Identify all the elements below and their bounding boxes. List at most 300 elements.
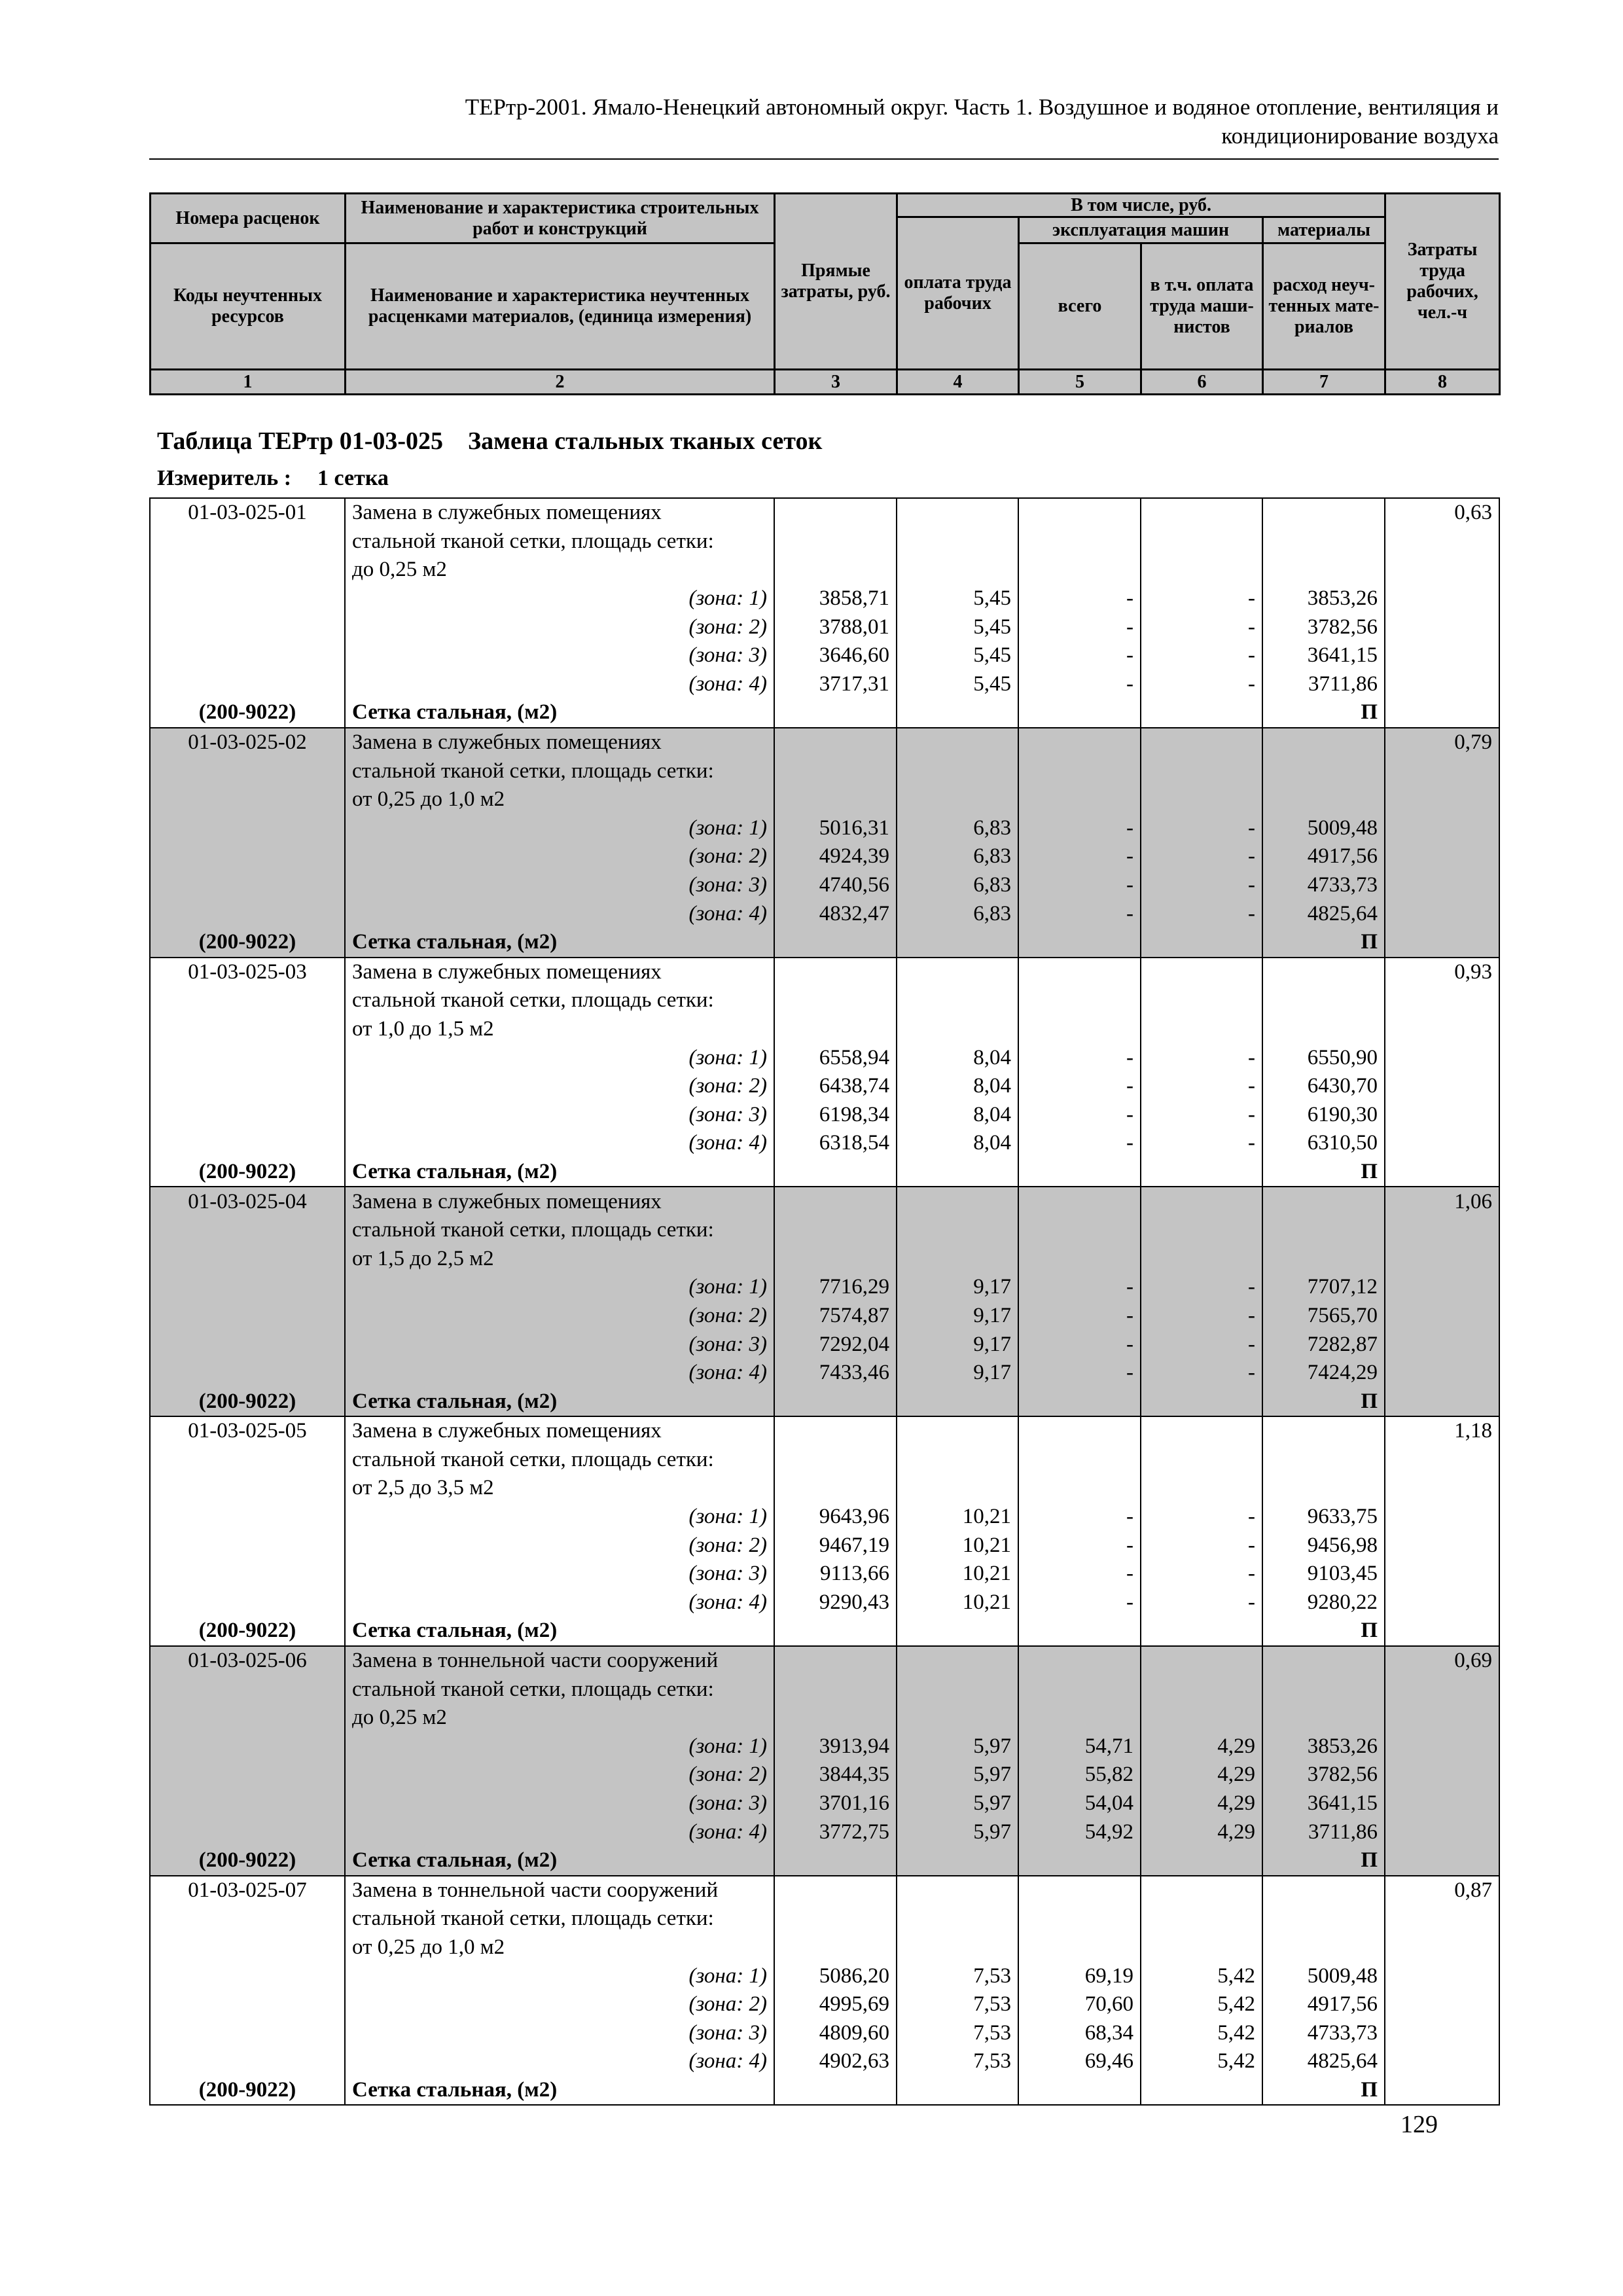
rate-code-cell xyxy=(150,1302,345,1331)
labor-cell xyxy=(1385,1244,1499,1273)
value-cell xyxy=(1018,528,1141,556)
rate-code-cell xyxy=(150,641,345,670)
direct-cost: 6318,54 xyxy=(774,1129,897,1158)
zone-label: (зона: 3) xyxy=(345,1560,774,1588)
material-cost: 7565,70 xyxy=(1262,1302,1385,1331)
rate-description-line: от 1,0 до 1,5 м2 xyxy=(345,1015,774,1044)
value-cell xyxy=(1018,928,1141,958)
machine-cost: 54,04 xyxy=(1018,1789,1141,1818)
material-cost: 3641,15 xyxy=(1262,641,1385,670)
labor-cell xyxy=(1385,1761,1499,1789)
material-cost: 4825,64 xyxy=(1262,899,1385,928)
labor-cell xyxy=(1385,1675,1499,1704)
zone-label: (зона: 2) xyxy=(345,1302,774,1331)
value-cell xyxy=(1141,1015,1262,1044)
rate-description-line: стальной тканой сетки, площадь сетки: xyxy=(345,1216,774,1245)
material-cost: 9103,45 xyxy=(1262,1560,1385,1588)
resource-code: (200-9022) xyxy=(150,928,345,958)
rate-code-cell xyxy=(150,1588,345,1617)
zone-label: (зона: 2) xyxy=(345,1531,774,1560)
labor-cell xyxy=(1385,928,1499,958)
value-cell xyxy=(1262,1704,1385,1732)
resource-name: Сетка стальная, (м2) xyxy=(345,2076,774,2106)
labor-cell xyxy=(1385,528,1499,556)
value-cell xyxy=(1141,698,1262,728)
value-cell xyxy=(1018,1704,1141,1732)
machine-cost: - xyxy=(1018,1072,1141,1101)
rate-desc-row xyxy=(150,1216,1499,1245)
zone-row xyxy=(150,1273,1499,1302)
labor-cell xyxy=(1385,1933,1499,1962)
rate-code-cell xyxy=(150,1474,345,1503)
zone-row xyxy=(150,1962,1499,1990)
zone-label: (зона: 2) xyxy=(345,613,774,641)
worker-wage: 9,17 xyxy=(897,1359,1018,1388)
worker-wage: 10,21 xyxy=(897,1588,1018,1617)
machinist-wage: - xyxy=(1141,1273,1262,1302)
header-num-2: 2 xyxy=(346,370,775,395)
value-cell xyxy=(897,928,1018,958)
material-cost: 5009,48 xyxy=(1262,814,1385,843)
value-cell xyxy=(1141,1646,1262,1676)
labor-cell xyxy=(1385,2047,1499,2076)
material-cost: 5009,48 xyxy=(1262,1962,1385,1990)
labor-cell xyxy=(1385,1905,1499,1933)
value-cell xyxy=(1018,1158,1141,1187)
value-cell xyxy=(774,556,897,584)
value-cell xyxy=(1141,986,1262,1015)
value-cell xyxy=(1018,1446,1141,1475)
machinist-wage: - xyxy=(1141,1302,1262,1331)
value-cell xyxy=(1141,498,1262,528)
labor-cell xyxy=(1385,785,1499,814)
labor-cell xyxy=(1385,814,1499,843)
resource-flag: П xyxy=(1262,1158,1385,1187)
machinist-wage: - xyxy=(1141,1043,1262,1072)
zone-label: (зона: 3) xyxy=(345,1100,774,1129)
zone-row xyxy=(150,1100,1499,1129)
worker-wage: 10,21 xyxy=(897,1503,1018,1532)
rate-code: 01-03-025-05 xyxy=(150,1416,345,1446)
rate-code: 01-03-025-02 xyxy=(150,728,345,757)
machinist-wage: - xyxy=(1141,1560,1262,1588)
value-cell xyxy=(1018,757,1141,785)
header-naim2: Наименование и характеристика неучтенных расценками материалов, (единица измерения) xyxy=(346,243,775,370)
value-cell xyxy=(897,1216,1018,1245)
value-cell xyxy=(897,556,1018,584)
value-cell xyxy=(1141,556,1262,584)
header-num-6: 6 xyxy=(1141,370,1263,395)
machinist-wage: - xyxy=(1141,613,1262,641)
value-cell xyxy=(1141,958,1262,987)
header-oplata: оплата труда рабочих xyxy=(897,217,1019,370)
header-kody: Коды неучтенных ресурсов xyxy=(151,243,346,370)
machinist-wage: - xyxy=(1141,1100,1262,1129)
direct-cost: 6198,34 xyxy=(774,1100,897,1129)
worker-wage: 6,83 xyxy=(897,871,1018,900)
value-cell xyxy=(1141,1704,1262,1732)
material-cost: 6310,50 xyxy=(1262,1129,1385,1158)
material-cost: 7424,29 xyxy=(1262,1359,1385,1388)
rate-desc-row xyxy=(150,757,1499,785)
labor-cell xyxy=(1385,1560,1499,1588)
worker-wage: 8,04 xyxy=(897,1072,1018,1101)
labor-cell xyxy=(1385,2018,1499,2047)
labor-cell xyxy=(1385,757,1499,785)
zone-row xyxy=(150,1531,1499,1560)
value-cell xyxy=(774,958,897,987)
rate-description-line: стальной тканой сетки, площадь сетки: xyxy=(345,1446,774,1475)
material-cost: 7707,12 xyxy=(1262,1273,1385,1302)
value-cell xyxy=(774,698,897,728)
labor-cell xyxy=(1385,1100,1499,1129)
rate-code: 01-03-025-01 xyxy=(150,498,345,528)
resource-name: Сетка стальная, (м2) xyxy=(345,1846,774,1876)
rate-code-cell xyxy=(150,1789,345,1818)
labor-cell xyxy=(1385,584,1499,613)
worker-wage: 5,45 xyxy=(897,584,1018,613)
header-num-3: 3 xyxy=(775,370,897,395)
labor-cell xyxy=(1385,1359,1499,1388)
worker-wage: 6,83 xyxy=(897,814,1018,843)
rate-description-line: Замена в служебных помещениях xyxy=(345,498,774,528)
resource-code: (200-9022) xyxy=(150,1387,345,1416)
zone-row xyxy=(150,1330,1499,1359)
value-cell xyxy=(897,1158,1018,1187)
machinist-wage: - xyxy=(1141,584,1262,613)
labor-cost: 1,18 xyxy=(1385,1416,1499,1446)
value-cell xyxy=(774,757,897,785)
material-cost: 3711,86 xyxy=(1262,1818,1385,1846)
machinist-wage: - xyxy=(1141,842,1262,871)
rate-code-cell xyxy=(150,1244,345,1273)
value-cell xyxy=(1018,1617,1141,1646)
value-cell xyxy=(774,928,897,958)
rate-desc-row xyxy=(150,1704,1499,1732)
value-cell xyxy=(1262,556,1385,584)
value-cell xyxy=(1018,728,1141,757)
resource-row xyxy=(150,1387,1499,1416)
value-cell xyxy=(1141,1617,1262,1646)
labor-cost: 0,69 xyxy=(1385,1646,1499,1676)
labor-cell xyxy=(1385,1704,1499,1732)
machine-cost: 54,71 xyxy=(1018,1732,1141,1761)
machinist-wage: - xyxy=(1141,1531,1262,1560)
rate-description-line: от 1,5 до 2,5 м2 xyxy=(345,1244,774,1273)
machine-cost: - xyxy=(1018,641,1141,670)
value-cell xyxy=(897,1876,1018,1905)
rate-code-cell xyxy=(150,814,345,843)
resource-flag: П xyxy=(1262,928,1385,958)
material-cost: 3711,86 xyxy=(1262,670,1385,699)
rate-desc-row xyxy=(150,986,1499,1015)
rate-desc-row xyxy=(150,958,1499,987)
direct-cost: 3913,94 xyxy=(774,1732,897,1761)
machinist-wage: 5,42 xyxy=(1141,1962,1262,1990)
value-cell xyxy=(774,1187,897,1216)
labor-cell xyxy=(1385,1158,1499,1187)
resource-flag: П xyxy=(1262,698,1385,728)
rate-description-line: стальной тканой сетки, площадь сетки: xyxy=(345,757,774,785)
rate-code-cell xyxy=(150,1446,345,1475)
value-cell xyxy=(774,1474,897,1503)
machine-cost: - xyxy=(1018,899,1141,928)
material-cost: 6190,30 xyxy=(1262,1100,1385,1129)
header-naim1: Наименование и характеристика строительных работ и конструкций xyxy=(346,194,775,243)
labor-cell xyxy=(1385,1531,1499,1560)
zone-row xyxy=(150,584,1499,613)
value-cell xyxy=(1262,1446,1385,1475)
rate-desc-row xyxy=(150,1187,1499,1216)
worker-wage: 5,45 xyxy=(897,641,1018,670)
zone-label: (зона: 1) xyxy=(345,814,774,843)
machine-cost: - xyxy=(1018,613,1141,641)
rate-description-line: стальной тканой сетки, площадь сетки: xyxy=(345,528,774,556)
resource-name: Сетка стальная, (м2) xyxy=(345,1617,774,1646)
zone-row xyxy=(150,1503,1499,1532)
labor-cell xyxy=(1385,2076,1499,2106)
machinist-wage: - xyxy=(1141,1503,1262,1532)
direct-cost: 3701,16 xyxy=(774,1789,897,1818)
labor-cell xyxy=(1385,1216,1499,1245)
worker-wage: 5,97 xyxy=(897,1789,1018,1818)
rate-desc-row xyxy=(150,728,1499,757)
header-v-tom-chisle: В том числе, руб. xyxy=(897,194,1385,217)
zone-label: (зона: 1) xyxy=(345,1732,774,1761)
worker-wage: 7,53 xyxy=(897,1962,1018,1990)
value-cell xyxy=(1018,698,1141,728)
rate-code-cell xyxy=(150,1216,345,1245)
material-cost: 3782,56 xyxy=(1262,613,1385,641)
direct-cost: 6438,74 xyxy=(774,1072,897,1101)
resource-flag: П xyxy=(1262,1387,1385,1416)
value-cell xyxy=(1141,1905,1262,1933)
rate-code-cell xyxy=(150,584,345,613)
material-cost: 3641,15 xyxy=(1262,1789,1385,1818)
value-cell xyxy=(1262,728,1385,757)
material-cost: 3853,26 xyxy=(1262,584,1385,613)
direct-cost: 6558,94 xyxy=(774,1043,897,1072)
value-cell xyxy=(1018,556,1141,584)
resource-name: Сетка стальная, (м2) xyxy=(345,928,774,958)
rate-desc-row xyxy=(150,1646,1499,1676)
machine-cost: - xyxy=(1018,1531,1141,1560)
value-cell xyxy=(774,1704,897,1732)
zone-label: (зона: 3) xyxy=(345,641,774,670)
labor-cell xyxy=(1385,1302,1499,1331)
value-cell xyxy=(774,785,897,814)
value-cell xyxy=(1018,1646,1141,1676)
zone-row xyxy=(150,2018,1499,2047)
zone-row xyxy=(150,670,1499,699)
header-rule xyxy=(149,158,1499,160)
material-cost: 4917,56 xyxy=(1262,842,1385,871)
value-cell xyxy=(1018,1474,1141,1503)
value-cell xyxy=(1141,1416,1262,1446)
material-cost: 9280,22 xyxy=(1262,1588,1385,1617)
resource-name: Сетка стальная, (м2) xyxy=(345,698,774,728)
direct-cost: 3717,31 xyxy=(774,670,897,699)
zone-label: (зона: 4) xyxy=(345,899,774,928)
machine-cost: - xyxy=(1018,1273,1141,1302)
rate-code: 01-03-025-04 xyxy=(150,1187,345,1216)
machine-cost: - xyxy=(1018,584,1141,613)
value-cell xyxy=(1018,498,1141,528)
value-cell xyxy=(1262,1187,1385,1216)
value-cell xyxy=(1262,528,1385,556)
worker-wage: 6,83 xyxy=(897,899,1018,928)
labor-cell xyxy=(1385,1588,1499,1617)
material-cost: 6430,70 xyxy=(1262,1072,1385,1101)
value-cell xyxy=(1141,1387,1262,1416)
rate-description-line: от 0,25 до 1,0 м2 xyxy=(345,1933,774,1962)
zone-label: (зона: 2) xyxy=(345,1072,774,1101)
machinist-wage: - xyxy=(1141,1072,1262,1101)
zone-row xyxy=(150,1302,1499,1331)
value-cell xyxy=(1262,1474,1385,1503)
resource-code: (200-9022) xyxy=(150,1158,345,1187)
machinist-wage: - xyxy=(1141,1330,1262,1359)
rate-description-line: до 0,25 м2 xyxy=(345,556,774,584)
zone-label: (зона: 2) xyxy=(345,1990,774,2019)
machine-cost: - xyxy=(1018,842,1141,871)
value-cell xyxy=(1018,1905,1141,1933)
labor-cell xyxy=(1385,1503,1499,1532)
header-num-7: 7 xyxy=(1263,370,1385,395)
material-cost: 3853,26 xyxy=(1262,1732,1385,1761)
worker-wage: 6,83 xyxy=(897,842,1018,871)
resource-row xyxy=(150,928,1499,958)
value-cell xyxy=(897,958,1018,987)
zone-label: (зона: 3) xyxy=(345,871,774,900)
value-cell xyxy=(1262,958,1385,987)
rate-description-line: Замена в служебных помещениях xyxy=(345,958,774,987)
measure-value: 1 сетка xyxy=(317,466,389,490)
value-cell xyxy=(897,1933,1018,1962)
value-cell xyxy=(897,1846,1018,1876)
labor-cell xyxy=(1385,1732,1499,1761)
zone-row xyxy=(150,1990,1499,2019)
value-cell xyxy=(1141,528,1262,556)
header-materialy: материалы xyxy=(1263,217,1385,243)
zone-row xyxy=(150,1818,1499,1846)
value-cell xyxy=(1141,1244,1262,1273)
labor-cell xyxy=(1385,1015,1499,1044)
running-header-line2: кондиционирование воздуха xyxy=(1221,123,1499,149)
value-cell xyxy=(1262,986,1385,1015)
value-cell xyxy=(897,1675,1018,1704)
value-cell xyxy=(1141,1933,1262,1962)
material-cost: 4917,56 xyxy=(1262,1990,1385,2019)
rate-code-cell xyxy=(150,1560,345,1588)
labor-cell xyxy=(1385,1818,1499,1846)
value-cell xyxy=(774,1446,897,1475)
running-header-line1: ТЕРтр-2001. Ямало-Ненецкий автономный округ. Часть 1. Воздушное и водяное отопление, вентиляция и xyxy=(465,94,1499,120)
zone-label: (зона: 4) xyxy=(345,1818,774,1846)
machine-cost: 70,60 xyxy=(1018,1990,1141,2019)
zone-row xyxy=(150,1732,1499,1761)
machine-cost: - xyxy=(1018,1100,1141,1129)
rate-description-line: стальной тканой сетки, площадь сетки: xyxy=(345,1675,774,1704)
rate-desc-row xyxy=(150,1933,1499,1962)
zone-label: (зона: 1) xyxy=(345,1043,774,1072)
machine-cost: - xyxy=(1018,1503,1141,1532)
rate-desc-row xyxy=(150,1675,1499,1704)
rate-code-cell xyxy=(150,1359,345,1388)
rate-desc-row xyxy=(150,1905,1499,1933)
value-cell xyxy=(774,1216,897,1245)
value-cell xyxy=(1141,1446,1262,1475)
value-cell xyxy=(1018,1933,1141,1962)
zone-row xyxy=(150,1761,1499,1789)
labor-cell xyxy=(1385,1273,1499,1302)
value-cell xyxy=(1262,1675,1385,1704)
direct-cost: 3646,60 xyxy=(774,641,897,670)
machine-cost: 54,92 xyxy=(1018,1818,1141,1846)
value-cell xyxy=(1262,1933,1385,1962)
value-cell xyxy=(1141,1876,1262,1905)
header-zatraty: Затраты труда рабочих, чел.-ч xyxy=(1385,194,1500,370)
rate-code: 01-03-025-07 xyxy=(150,1876,345,1905)
rate-description-line: Замена в служебных помещениях xyxy=(345,1187,774,1216)
value-cell xyxy=(1018,1015,1141,1044)
direct-cost: 5016,31 xyxy=(774,814,897,843)
zone-row xyxy=(150,1359,1499,1388)
zone-row xyxy=(150,1789,1499,1818)
direct-cost: 3772,75 xyxy=(774,1818,897,1846)
value-cell xyxy=(774,1617,897,1646)
rate-code: 01-03-025-03 xyxy=(150,958,345,987)
worker-wage: 5,97 xyxy=(897,1732,1018,1761)
value-cell xyxy=(897,1446,1018,1475)
rate-code-cell xyxy=(150,2047,345,2076)
machine-cost: 55,82 xyxy=(1018,1761,1141,1789)
labor-cell xyxy=(1385,1474,1499,1503)
resource-row xyxy=(150,698,1499,728)
rate-code-cell xyxy=(150,1905,345,1933)
labor-cost: 0,63 xyxy=(1385,498,1499,528)
zone-row xyxy=(150,1588,1499,1617)
value-cell xyxy=(1141,1675,1262,1704)
labor-cell xyxy=(1385,1789,1499,1818)
worker-wage: 7,53 xyxy=(897,1990,1018,2019)
measure-line xyxy=(157,466,389,491)
rate-code-cell xyxy=(150,1761,345,1789)
machine-cost: - xyxy=(1018,1560,1141,1588)
machinist-wage: - xyxy=(1141,1129,1262,1158)
value-cell xyxy=(1141,2076,1262,2106)
rate-code-cell xyxy=(150,1933,345,1962)
value-cell xyxy=(897,698,1018,728)
rate-desc-row xyxy=(150,1446,1499,1475)
material-cost: 3782,56 xyxy=(1262,1761,1385,1789)
labor-cell xyxy=(1385,1387,1499,1416)
labor-cell xyxy=(1385,670,1499,699)
value-cell xyxy=(897,1474,1018,1503)
value-cell xyxy=(1262,498,1385,528)
value-cell xyxy=(897,1704,1018,1732)
rate-code-cell xyxy=(150,1100,345,1129)
zone-row xyxy=(150,613,1499,641)
value-cell xyxy=(1141,757,1262,785)
value-cell xyxy=(1018,1244,1141,1273)
worker-wage: 10,21 xyxy=(897,1560,1018,1588)
value-cell xyxy=(1262,1244,1385,1273)
resource-name: Сетка стальная, (м2) xyxy=(345,1387,774,1416)
value-cell xyxy=(1141,1216,1262,1245)
value-cell xyxy=(1141,785,1262,814)
zone-label: (зона: 2) xyxy=(345,842,774,871)
